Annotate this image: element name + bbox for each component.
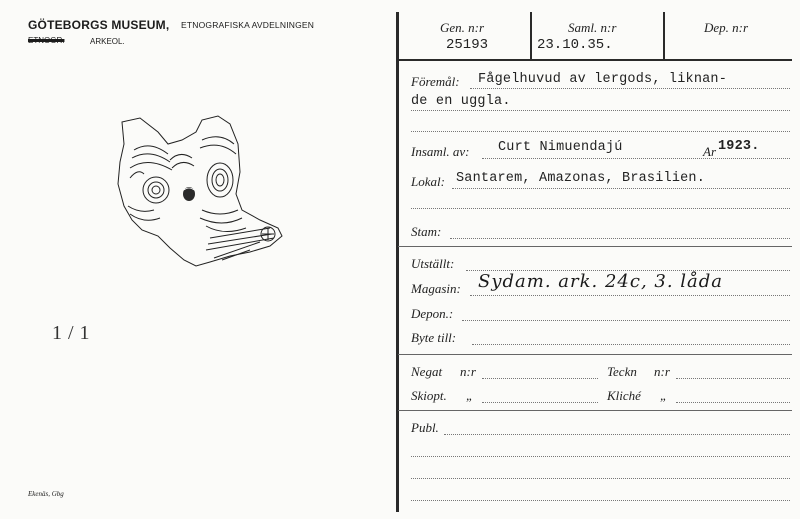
foremal-label: Föremål: xyxy=(411,74,460,89)
scale-label: 1/1 xyxy=(52,322,96,344)
gen-nr-label: Gen. n:r xyxy=(440,20,485,35)
owl-head-sketch xyxy=(110,110,290,275)
insaml-label: Insaml. av: xyxy=(411,144,470,159)
teckn-rule xyxy=(676,378,790,379)
saml-nr-label: Saml. n:r xyxy=(568,20,617,35)
lokal-label: Lokal: xyxy=(411,174,445,189)
negat-nr: n:r xyxy=(460,364,476,379)
negat-label: Negat xyxy=(411,364,443,379)
foremal-rule-1 xyxy=(470,88,790,89)
foremal-rule-3 xyxy=(411,131,790,132)
insaml-value: Curt Nimuendajú xyxy=(498,140,623,155)
publ-rule-1 xyxy=(444,434,790,435)
foremal-rule-2 xyxy=(411,110,790,111)
lokal-rule-2 xyxy=(411,208,790,209)
teckn-label: Teckn xyxy=(607,364,637,379)
skiopt-rule xyxy=(482,402,598,403)
column-separator-1 xyxy=(530,12,532,59)
depon-rule xyxy=(462,320,790,321)
top-box-rule xyxy=(398,59,792,61)
department-name: ETNOGRAFISKA AVDELNINGEN xyxy=(181,20,315,30)
byte-rule xyxy=(472,344,790,345)
card-divider xyxy=(396,12,399,512)
saml-nr-value: 23.10.35. xyxy=(537,37,613,53)
section-rule-2 xyxy=(398,354,792,355)
struck-subdept: ETNOGR. xyxy=(28,36,65,45)
ar-label: Ar xyxy=(703,144,716,159)
lokal-value: Santarem, Amazonas, Brasilien. xyxy=(456,171,706,186)
printer-mark: Ekenäs, Gbg xyxy=(28,490,64,498)
magasin-rule xyxy=(470,295,790,296)
publ-rule-2 xyxy=(411,456,790,457)
column-separator-2 xyxy=(663,12,665,59)
subdept-name: ARKEOL. xyxy=(90,37,125,46)
skiopt-ditto: „ xyxy=(466,388,474,403)
kliche-label: Kliché xyxy=(607,388,641,403)
depon-label: Depon.: xyxy=(411,306,454,321)
foremal-line-1: Fågelhuvud av lergods, liknan- xyxy=(478,72,728,87)
negat-rule xyxy=(482,378,598,379)
publ-rule-3 xyxy=(411,478,790,479)
byte-label: Byte till: xyxy=(411,330,457,345)
kliche-rule xyxy=(676,402,790,403)
skiopt-label: Skiopt. xyxy=(411,388,447,403)
kliche-ditto: „ xyxy=(660,388,668,403)
section-rule-3 xyxy=(398,410,792,411)
lokal-rule-1 xyxy=(452,188,790,189)
magasin-value: Sydam. ark. 24c, 3. låda xyxy=(478,271,724,292)
insaml-rule xyxy=(482,158,790,159)
section-rule-1 xyxy=(398,246,792,247)
museum-name: GÖTEBORGS MUSEUM, xyxy=(28,18,170,32)
publ-label: Publ. xyxy=(411,420,439,435)
stam-rule xyxy=(450,238,790,239)
publ-rule-4 xyxy=(411,500,790,501)
dep-nr-label: Dep. n:r xyxy=(704,20,749,35)
utstallt-label: Utställt: xyxy=(411,256,455,271)
gen-nr-value: 25193 xyxy=(446,37,489,53)
magasin-label: Magasin: xyxy=(411,281,461,296)
teckn-nr: n:r xyxy=(654,364,670,379)
ar-value: 1923. xyxy=(718,139,760,154)
foremal-line-2: de en uggla. xyxy=(411,94,511,109)
stam-label: Stam: xyxy=(411,224,442,239)
